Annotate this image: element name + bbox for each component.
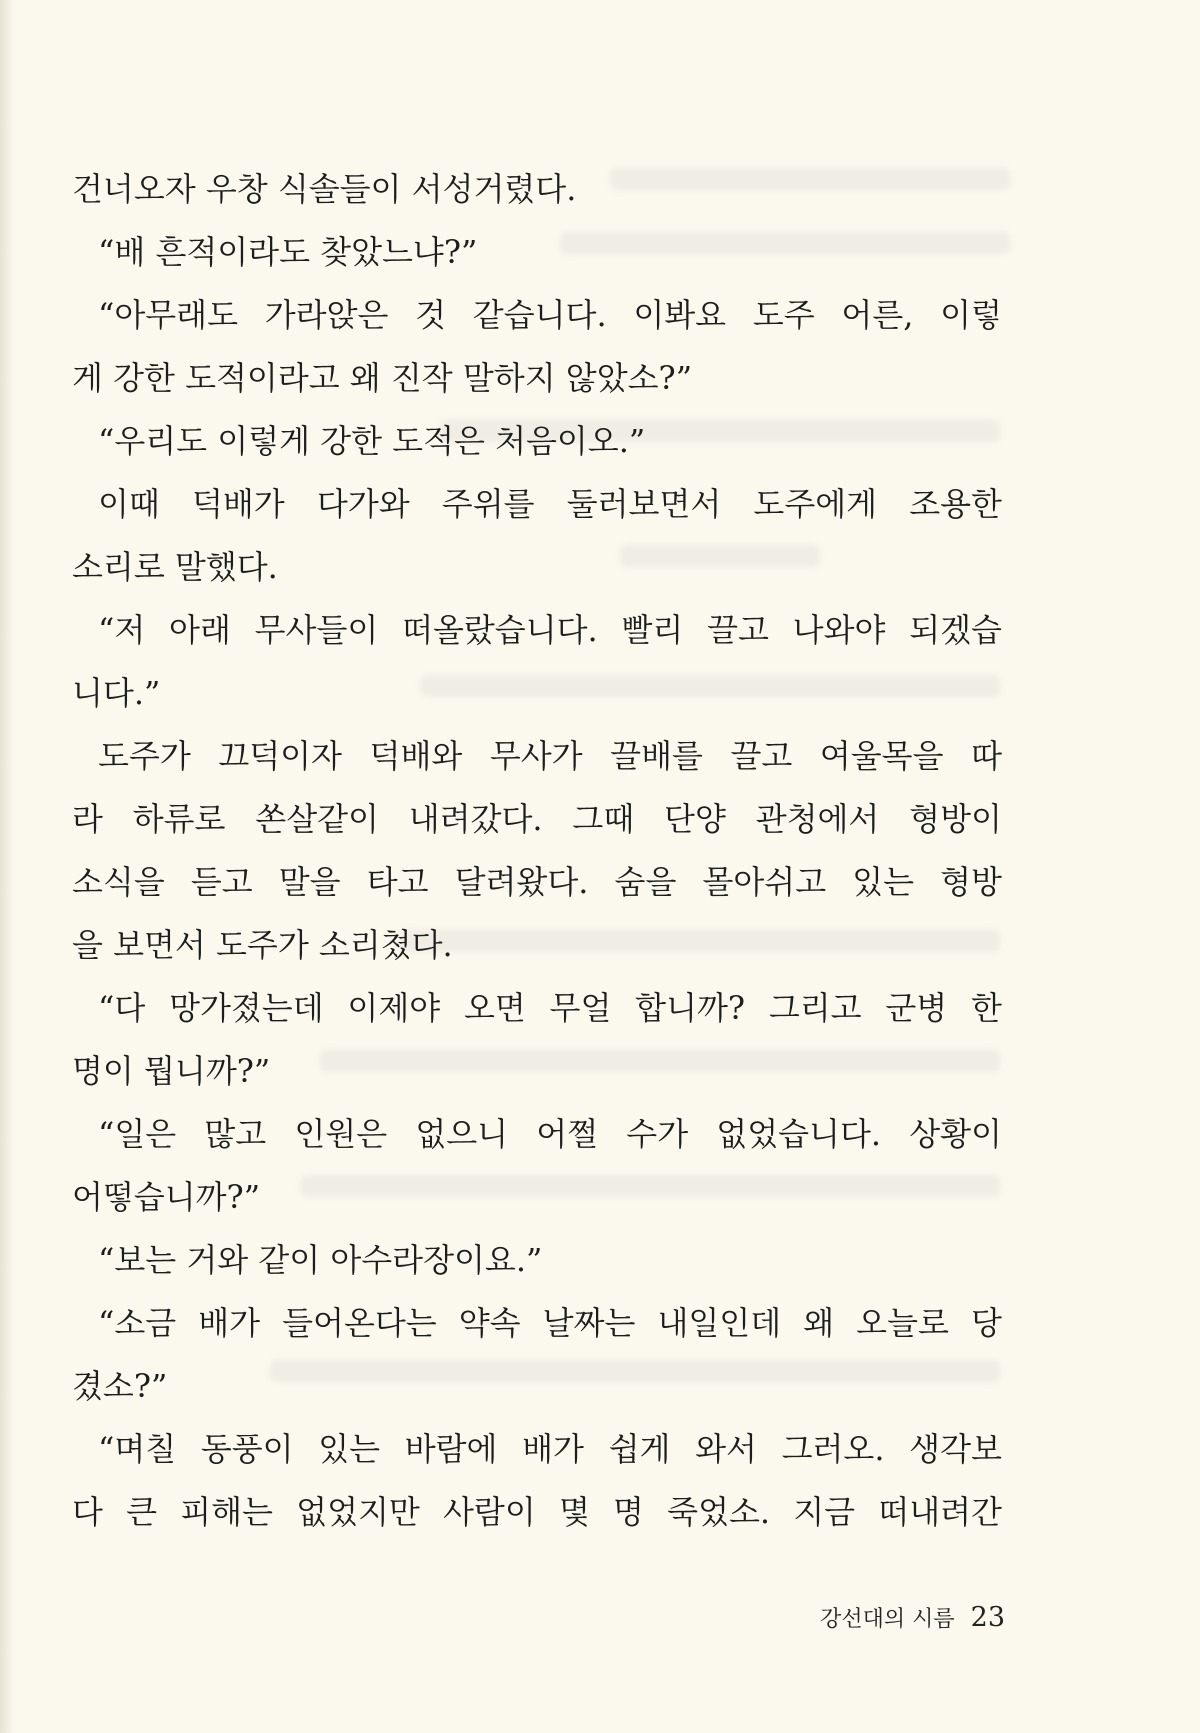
text-line <box>72 1481 1002 1544</box>
word: 끌배를 <box>610 737 703 775</box>
word: 이렇 <box>940 296 1002 334</box>
word: 나와야 <box>792 611 886 649</box>
word: 피해는 <box>180 1493 273 1531</box>
text-line <box>72 977 1002 1040</box>
line-text: 게 강한 도적이라고 왜 진작 말하지 않았소?” <box>72 359 693 397</box>
word: 아래 <box>169 611 231 649</box>
text-line <box>72 1166 1002 1229</box>
text-line <box>72 662 1002 725</box>
line-text: 겼소?” <box>72 1367 168 1405</box>
text-line <box>72 347 1002 410</box>
word: 덕배와 <box>369 737 463 775</box>
word: 떠내려간 <box>878 1493 1002 1531</box>
word: 약속 <box>458 1304 521 1342</box>
word: 끌고 <box>707 611 769 649</box>
word: 없으니 <box>415 1115 509 1153</box>
word: 큰 <box>126 1493 158 1531</box>
word: 몇 <box>558 1493 590 1531</box>
word: 무사들이 <box>254 611 379 649</box>
line-text: “우리도 이렇게 강한 도적은 처음이오.” <box>98 422 646 460</box>
word: 도주에게 <box>753 485 878 523</box>
line-text: 을 보면서 도주가 소리쳤다. <box>72 926 453 964</box>
text-line <box>72 725 1002 788</box>
word: 내려갔다. <box>408 800 543 838</box>
word: 무사가 <box>489 737 583 775</box>
word: 숨을 <box>614 863 677 901</box>
word: 수가 <box>626 1115 689 1153</box>
word: 그때 <box>572 800 635 838</box>
text-line <box>72 1103 1002 1166</box>
word: 형방이 <box>909 800 1002 838</box>
text-line <box>72 788 1002 851</box>
word: 합니까? <box>635 989 746 1027</box>
word: 소식을 <box>72 863 165 901</box>
word: 이제야 <box>347 989 441 1027</box>
word: “저 <box>98 611 146 649</box>
line-text: 소리로 말했다. <box>72 548 278 586</box>
word: 떠올랐습니다. <box>402 611 598 649</box>
word: 망가졌는데 <box>169 989 324 1027</box>
line-text: 건너오자 우창 식솔들이 서성거렸다. <box>72 170 577 208</box>
word: 군병 <box>885 989 948 1027</box>
word: 한 <box>970 989 1002 1027</box>
word: 듣고 <box>190 863 253 901</box>
word: 되겠습 <box>909 611 1002 649</box>
word: 이봐요 <box>633 296 727 334</box>
word: 덕배가 <box>191 485 285 523</box>
line-text: “배 흔적이라도 찾았느냐?” <box>98 233 478 271</box>
word: 무얼 <box>549 989 612 1027</box>
word: 관청에서 <box>755 800 880 838</box>
text-line <box>72 536 1002 599</box>
text-line <box>72 158 1002 221</box>
text-line <box>72 1040 1002 1103</box>
word: 것 <box>415 296 447 334</box>
word: 왜 <box>803 1304 835 1342</box>
word: 들어온다는 <box>282 1304 437 1342</box>
word: 몰아쉬고 <box>702 863 827 901</box>
word: 둘러보면서 <box>566 485 722 523</box>
word: 여울목을 <box>819 737 944 775</box>
text-line <box>72 410 1002 473</box>
word: 많고 <box>204 1115 267 1153</box>
text-line <box>72 1229 1002 1292</box>
word: 라 <box>72 800 103 838</box>
word: 생각보 <box>909 1430 1002 1468</box>
word: 가라앉은 <box>264 296 389 334</box>
word: 오늘로 <box>856 1304 949 1342</box>
running-title: 강선대의 시름 <box>820 1607 955 1632</box>
line-text: 어떻습니까?” <box>72 1178 261 1216</box>
page-footer <box>820 1602 1005 1633</box>
word: 쏜살같이 <box>255 800 379 838</box>
word: 조용한 <box>909 485 1002 523</box>
text-line <box>72 1418 1002 1481</box>
text-line <box>72 599 1002 662</box>
spine-shadow <box>0 0 14 1733</box>
text-line <box>72 1355 1002 1418</box>
word: 도주 <box>752 296 815 334</box>
word: 따 <box>971 737 1002 775</box>
word: 쉽게 <box>608 1430 671 1468</box>
word: 동풍이 <box>200 1430 294 1468</box>
word: 도주가 <box>98 737 191 775</box>
word: 그리고 <box>768 989 862 1027</box>
text-line <box>72 1292 1002 1355</box>
word: 명 <box>613 1493 644 1531</box>
word: 내일인데 <box>657 1304 782 1342</box>
line-text: 니다.” <box>72 674 161 712</box>
text-line <box>72 473 1002 536</box>
word: 오면 <box>463 989 526 1027</box>
word: 주위를 <box>441 485 535 523</box>
word: 날짜는 <box>542 1304 636 1342</box>
page-number: 23 <box>970 1602 1005 1633</box>
line-text: 명이 뭡니까?” <box>72 1052 271 1090</box>
word: 있는 <box>318 1430 381 1468</box>
word: “소금 <box>98 1304 177 1342</box>
word: 바람에 <box>404 1430 498 1468</box>
word: 형방 <box>940 863 1002 901</box>
word: 그러오. <box>781 1430 885 1468</box>
word: 하류로 <box>132 800 226 838</box>
word: 없었지만 <box>296 1493 420 1531</box>
word: 지금 <box>793 1493 856 1531</box>
word: 있는 <box>852 863 915 901</box>
text-line <box>72 914 1002 977</box>
word: “아무래도 <box>98 296 239 334</box>
word: 달려왔다. <box>454 863 589 901</box>
word: 같습니다. <box>472 296 607 334</box>
word: “다 <box>98 989 146 1027</box>
word: 당 <box>970 1304 1002 1342</box>
word: 없었습니다. <box>716 1115 882 1153</box>
text-line <box>72 284 1002 347</box>
word: 다 <box>72 1493 103 1531</box>
word: 빨리 <box>621 611 684 649</box>
word: “며칠 <box>98 1430 177 1468</box>
word: 끄덕이자 <box>218 737 342 775</box>
word: 단양 <box>664 800 726 838</box>
word: 다가와 <box>316 485 410 523</box>
word: “일은 <box>98 1115 177 1153</box>
word: 어른, <box>841 296 914 334</box>
text-line <box>72 221 1002 284</box>
word: 사람이 <box>443 1493 536 1531</box>
word: 죽었소. <box>667 1493 771 1531</box>
text-line <box>72 851 1002 914</box>
line-text: “보는 거와 같이 아수라장이요.” <box>98 1241 543 1279</box>
word: 이때 <box>98 485 160 523</box>
word: 배가 <box>198 1304 261 1342</box>
word: 상황이 <box>909 1115 1002 1153</box>
word: 인원은 <box>294 1115 388 1153</box>
word: 말을 <box>278 863 341 901</box>
word: 타고 <box>366 863 429 901</box>
word: 끌고 <box>730 737 793 775</box>
body-text <box>72 158 1002 1544</box>
word: 배가 <box>522 1430 584 1468</box>
word: 어쩔 <box>536 1115 599 1153</box>
word: 와서 <box>695 1430 757 1468</box>
